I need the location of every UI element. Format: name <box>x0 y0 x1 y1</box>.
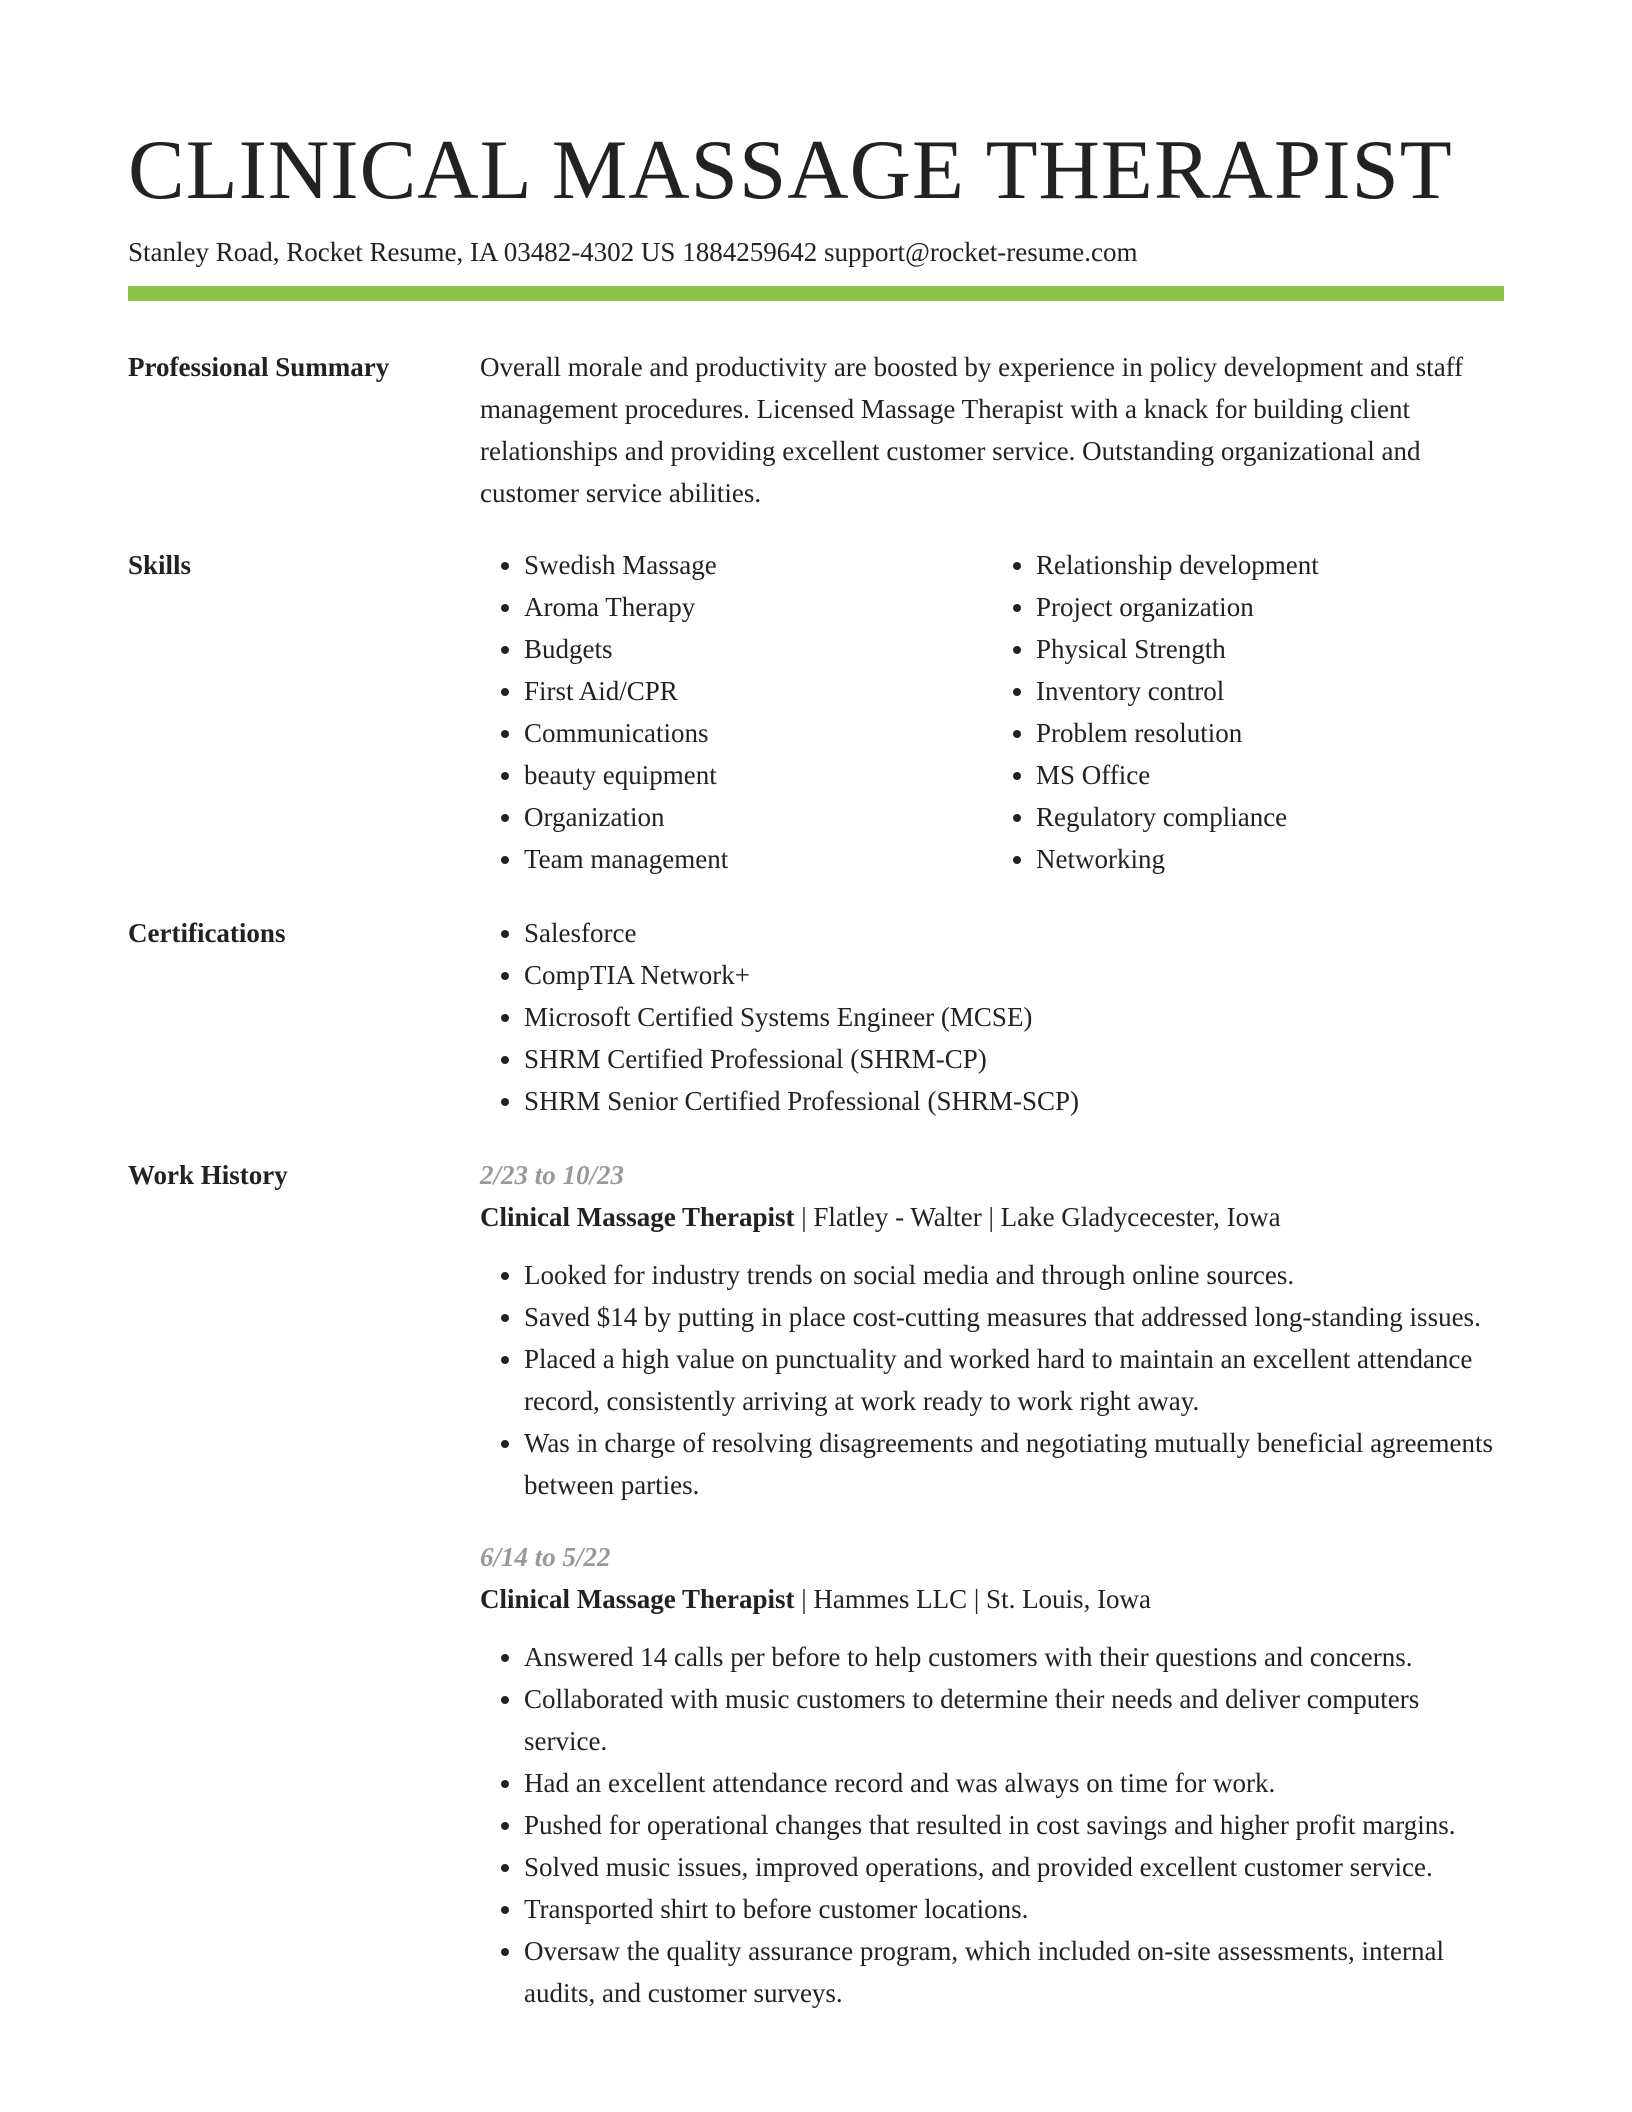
skill-item: • beauty equipment <box>524 754 992 796</box>
certification-item: • CompTIA Network+ <box>524 954 1504 996</box>
certifications-label: Certifications <box>128 918 286 948</box>
skills-list-right <box>992 544 1504 880</box>
skill-item: • Aroma Therapy <box>524 586 992 628</box>
summary-text: Overall morale and productivity are boosted by experience in policy development and staff management procedures. Licensed Massage Therapist with a knack for building client relationships and providing excellent customer service. Outstanding organizational and customer service abilities. <box>480 352 1464 508</box>
skill-item: • Swedish Massage <box>524 544 992 586</box>
job-dates: 6/14 to 5/22 <box>480 1542 611 1572</box>
job-bullet: • Collaborated with music customers to determine their needs and deliver computers service. <box>524 1678 1504 1762</box>
skill-item: • Budgets <box>524 628 992 670</box>
work-history-body <box>480 1154 1504 2044</box>
job-entry <box>480 1536 1504 2014</box>
work-history-label: Work History <box>128 1160 288 1190</box>
skill-item: • Relationship development <box>1036 544 1504 586</box>
job-bullet: • Saved $14 by putting in place cost-cutting measures that addressed long-standing issues. <box>524 1296 1504 1338</box>
certification-item: • Microsoft Certified Systems Engineer (MCSE) <box>524 996 1504 1038</box>
skill-item: • Problem resolution <box>1036 712 1504 754</box>
job-title: Clinical Massage Therapist <box>480 1584 795 1614</box>
skill-item: • Inventory control <box>1036 670 1504 712</box>
skill-item: • MS Office <box>1036 754 1504 796</box>
skill-item: • Physical Strength <box>1036 628 1504 670</box>
certifications-body <box>480 912 1504 1122</box>
certification-item: • Salesforce <box>524 912 1504 954</box>
skills-label: Skills <box>128 550 192 580</box>
job-heading <box>480 1196 1504 1238</box>
job-heading <box>480 1578 1504 1620</box>
resume-header <box>128 120 1504 272</box>
contact-info: Stanley Road, Rocket Resume, IA 03482-4302 US 1884259642 support@rocket-resume.com <box>128 237 1138 267</box>
job-bullet: • Looked for industry trends on social media and through online sources. <box>524 1254 1504 1296</box>
skill-item: • Project organization <box>1036 586 1504 628</box>
skill-item: • First Aid/CPR <box>524 670 992 712</box>
job-bullet: • Answered 14 calls per before to help customers with their questions and concerns. <box>524 1636 1504 1678</box>
certification-item: • SHRM Certified Professional (SHRM-CP) <box>524 1038 1504 1080</box>
skill-item: • Organization <box>524 796 992 838</box>
job-bullet: • Transported shirt to before customer locations. <box>524 1888 1504 1930</box>
job-bullets <box>480 1254 1504 1506</box>
skills-body <box>480 544 1504 880</box>
certification-item: • SHRM Senior Certified Professional (SHRM-SCP) <box>524 1080 1504 1122</box>
skill-item: • Networking <box>1036 838 1504 880</box>
summary-body <box>480 346 1504 514</box>
job-bullet: • Placed a high value on punctuality and worked hard to maintain an excellent attendance record, consistently arriving at work ready to work right away. <box>524 1338 1504 1422</box>
job-bullet: • Oversaw the quality assurance program, which included on-site assessments, internal audits, and customer surveys. <box>524 1930 1504 2014</box>
job-details: | Hammes LLC | St. Louis, Iowa <box>794 1584 1152 1614</box>
skill-item: • Regulatory compliance <box>1036 796 1504 838</box>
skill-item: • Communications <box>524 712 992 754</box>
job-bullet: • Had an excellent attendance record and was always on time for work. <box>524 1762 1504 1804</box>
job-entry <box>480 1154 1504 1506</box>
job-title: Clinical Massage Therapist <box>480 1202 795 1232</box>
accent-divider <box>128 286 1504 301</box>
job-bullets <box>480 1636 1504 2014</box>
job-bullet: • Was in charge of resolving disagreements and negotiating mutually beneficial agreements between parties. <box>524 1422 1504 1506</box>
summary-label: Professional Summary <box>128 352 390 382</box>
certifications-list <box>480 912 1504 1122</box>
job-bullet: • Solved music issues, improved operations, and provided excellent customer service. <box>524 1846 1504 1888</box>
resume-title: CLINICAL MASSAGE THERAPIST <box>128 123 1453 217</box>
job-details: | Flatley - Walter | Lake Gladycecester, Iowa <box>794 1202 1281 1232</box>
skill-item: • Team management <box>524 838 992 880</box>
skills-list-left <box>480 544 992 880</box>
job-dates: 2/23 to 10/23 <box>480 1160 625 1190</box>
job-bullet: • Pushed for operational changes that resulted in cost savings and higher profit margins. <box>524 1804 1504 1846</box>
